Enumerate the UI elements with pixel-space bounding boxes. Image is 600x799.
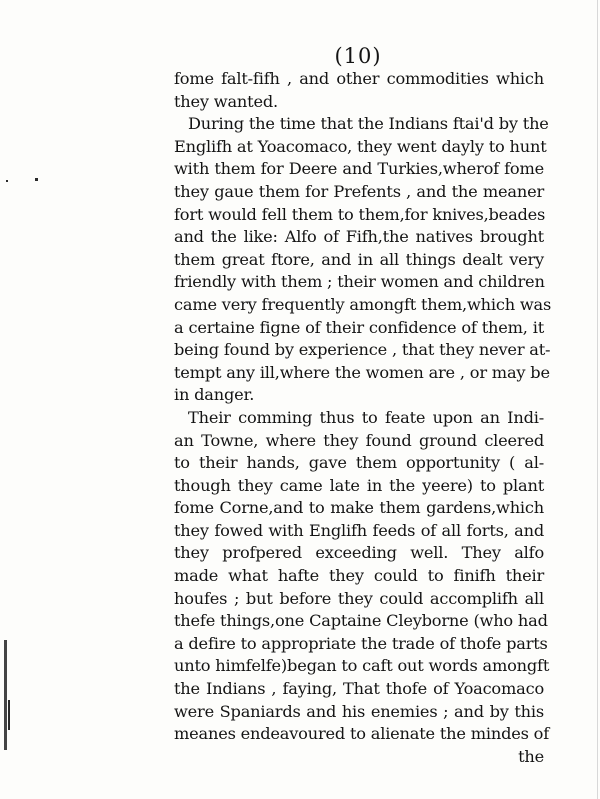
text-line: fome Corne,and to make them gardens,which — [174, 498, 544, 518]
body-text — [174, 68, 552, 768]
text-line: a certaine figne of their confidence of them, it — [174, 317, 544, 337]
text-line: they profpered exceeding well. They alfo — [174, 543, 544, 563]
text-line: meanes endeavoured to alienate the mindes of — [174, 724, 550, 744]
text-line: fome falt-fifh , and other commodities which — [174, 69, 544, 88]
page-number: (10) — [334, 44, 382, 68]
text-line: to their hands, gave them opportunity ( al- — [174, 453, 544, 473]
margin-speck — [35, 178, 38, 181]
text-line: they fowed with Englifh feeds of all forts, and — [174, 520, 544, 540]
text-line: Their comming thus to feate upon an Indi- — [188, 407, 544, 427]
text-line: fort would fell them to them,for knives,beades — [174, 204, 546, 224]
text-line: they wanted. — [174, 91, 278, 111]
text-line: were Spaniards and his enemies ; and by this — [174, 701, 544, 721]
text-line: During the time that the Indians ftai'd by the — [188, 114, 549, 134]
text-line: though they came late in the yeere) to plant — [174, 475, 544, 495]
binding-edge-mark — [4, 640, 7, 750]
binding-edge-mark — [8, 700, 10, 730]
text-line: in danger. — [174, 385, 255, 405]
text-line: friendly with them ; their women and children — [174, 272, 545, 292]
text-line: Englifh at Yoacomaco, they went dayly to hunt — [174, 136, 547, 156]
margin-speck — [6, 180, 8, 182]
text-line: houfes ; but before they could accomplifh all — [174, 588, 544, 608]
text-line: an Towne, where they found ground cleered — [174, 430, 544, 450]
text-line: they gaue them for Prefents , and the meaner — [174, 181, 544, 201]
text-line: came very frequently amongft them,which was — [174, 294, 552, 314]
text-line: made what hafte they could to finifh their — [174, 566, 544, 586]
text-line: them great ftore, and in all things dealt very — [174, 249, 544, 269]
text-line: tempt any ill,where the women are , or may be — [174, 362, 550, 382]
text-line: the — [518, 746, 544, 766]
text-line: and the like: Alfo of Fifh,the natives brought — [174, 227, 544, 247]
text-line: unto himfelfe)began to caft out words amongft — [174, 656, 550, 676]
text-line: with them for Deere and Turkies,wherof fome — [174, 159, 544, 179]
text-line: the Indians , faying, That thofe of Yoacomaco — [174, 679, 544, 699]
text-line: being found by experience , that they never at- — [174, 340, 551, 360]
text-line: thefe things,one Captaine Cleyborne (who had — [174, 611, 548, 631]
page-edge-shadow — [597, 0, 598, 799]
text-line: a defire to appropriate the trade of thofe parts — [174, 633, 548, 653]
